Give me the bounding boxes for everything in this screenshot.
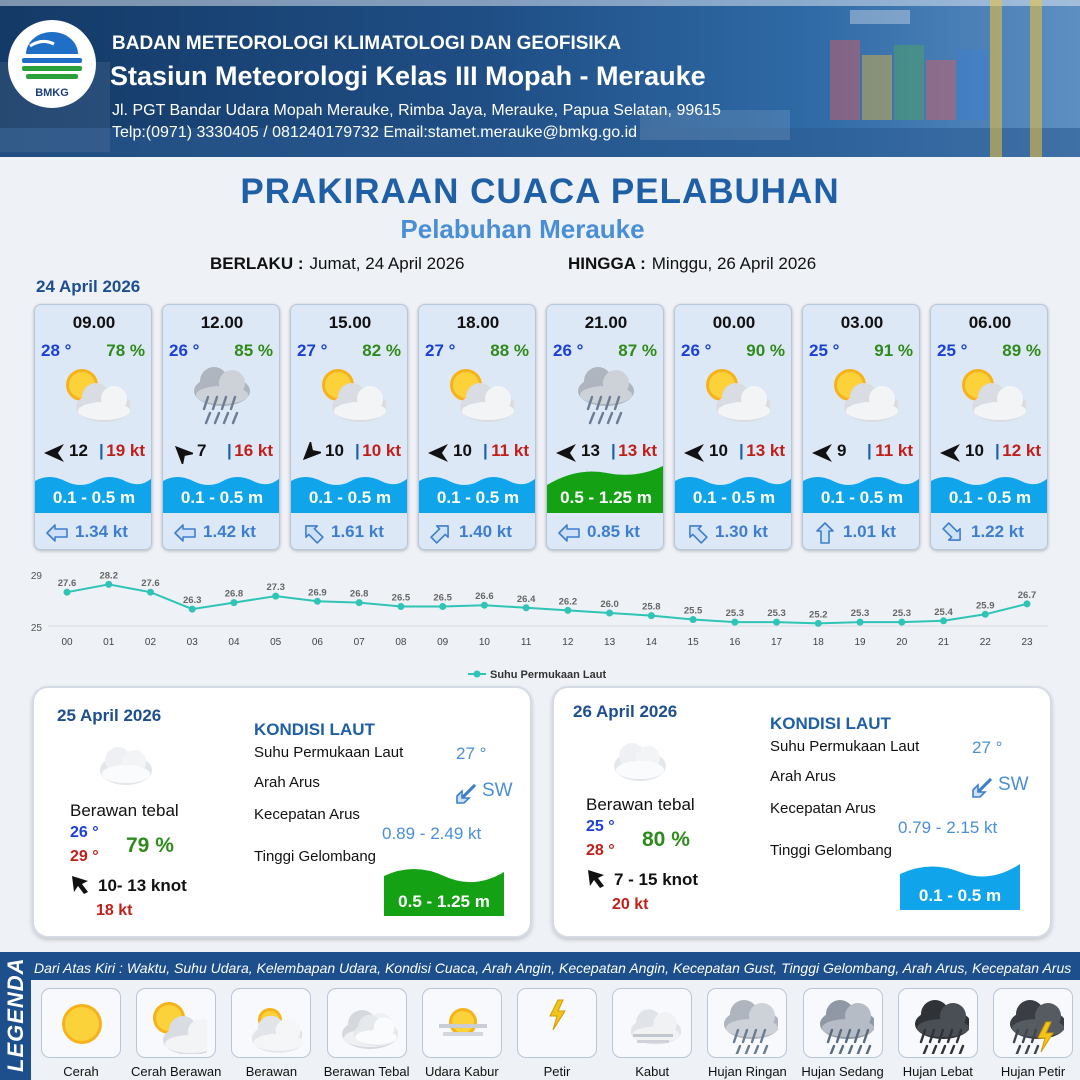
x-tick-label: 01: [103, 637, 115, 648]
card-humidity: 87 %: [618, 341, 657, 360]
legend-icon-box: [803, 988, 883, 1058]
card-gust: 19 kt: [106, 441, 145, 460]
card-wave-height: 0.1 - 0.5 m: [436, 488, 520, 507]
sst-point: [189, 606, 196, 613]
sst-point: [314, 598, 321, 605]
wind-arrow-icon: [171, 442, 193, 464]
card-time: 15.00: [328, 313, 372, 332]
legend-item: [517, 988, 597, 1079]
valid-from: [210, 254, 464, 274]
y-tick-label: 29: [30, 571, 42, 582]
card-humidity: 89 %: [1002, 341, 1041, 360]
legend-icon-box: [327, 988, 407, 1058]
sst-series-line: [67, 584, 1027, 623]
x-tick-label: 17: [771, 637, 783, 648]
forecast-card: [418, 304, 536, 550]
x-tick-label: 12: [562, 637, 574, 648]
legend-item-label: Petir: [543, 1064, 571, 1079]
card-gust: 13 kt: [618, 441, 657, 460]
x-tick-label: 10: [478, 637, 490, 648]
day2-condition: Berawan tebal: [70, 801, 179, 820]
forecast-card: [546, 304, 664, 550]
day2-humidity: 79 %: [126, 834, 174, 857]
card-current: [35, 513, 152, 550]
card-wind-speed: 10: [453, 441, 472, 460]
bmkg-logo: [8, 20, 96, 108]
card-current-speed: 1.30 kt: [715, 522, 768, 541]
card-wave-height: 0.1 - 0.5 m: [180, 488, 264, 507]
day3-arah-value: SW: [998, 774, 1029, 795]
legend-item-label: Hujan Ringan: [708, 1064, 787, 1079]
sst-data-label: 25.3: [767, 608, 786, 620]
legend-item-label: Berawan: [245, 1064, 298, 1079]
legend-description: Dari Atas Kiri : Waktu, Suhu Udara, Kelembapan Udara, Kondisi Cuaca, Arah Angin, Kecepatan Angin, Kecepatan Gust, Tinggi Gelombang, Arah Arus, Kecepatan Arus: [34, 960, 1072, 976]
day2-wave-value: 0.5 - 1.25 m: [398, 892, 490, 911]
day3-panel: [552, 686, 1052, 938]
x-tick-label: 05: [270, 637, 282, 648]
udara-kabur-icon: [433, 994, 493, 1054]
hujan-sedang-icon: [814, 994, 874, 1054]
card-wind: [423, 441, 535, 463]
forecast-card: [802, 304, 920, 550]
card-separator: |: [995, 441, 1000, 460]
sst-point: [523, 604, 530, 611]
day3-date: 26 April 2026: [573, 702, 678, 721]
card-temperature: 27 °: [425, 341, 456, 360]
card-current: [163, 513, 280, 550]
day2-temp-min: 26 °: [70, 824, 99, 841]
current-arrow-icon: [813, 522, 837, 544]
current-arrow-icon: [45, 522, 69, 544]
card-humidity: 78 %: [106, 341, 145, 360]
legend-marker: [474, 671, 481, 678]
berawan-tebal-icon: [90, 738, 160, 788]
current-arrow-icon: [173, 522, 197, 544]
forecast-card: [162, 304, 280, 550]
sst-point: [439, 603, 446, 610]
sst-point: [648, 612, 655, 619]
legend-item: [41, 988, 121, 1079]
legend-icon-box: [612, 988, 692, 1058]
day2-kondisi-label: KONDISI LAUT: [254, 720, 375, 739]
x-tick-label: 08: [395, 637, 407, 648]
card-current: [675, 513, 792, 550]
legend-item: [422, 988, 502, 1079]
wind-arrow-icon: [299, 442, 321, 464]
day3-temp-min: 25 °: [586, 818, 615, 835]
legend-bar: [0, 952, 1080, 1080]
legend-icon-box: [517, 988, 597, 1058]
card-gust: 16 kt: [234, 441, 273, 460]
day3-wave-value: 0.1 - 0.5 m: [918, 886, 1002, 905]
port-name: Pelabuhan Merauke: [400, 214, 645, 244]
wind-arrow-icon: [811, 442, 833, 464]
sst-data-label: 26.4: [516, 593, 536, 605]
agency-name: BADAN METEOROLOGI KLIMATOLOGI DAN GEOFISIKA: [112, 33, 622, 54]
card-humidity: 91 %: [874, 341, 913, 360]
legend-item: [612, 988, 692, 1079]
sst-data-label: 25.4: [934, 606, 953, 618]
card-separator: |: [739, 441, 744, 460]
legend-item: [898, 988, 978, 1079]
sst-point: [982, 611, 989, 618]
card-temperature: 28 °: [41, 341, 72, 360]
sst-point: [356, 599, 363, 606]
current-arrow-icon: [941, 522, 965, 544]
current-arrow-icon: [685, 522, 709, 544]
station-name: Stasiun Meteorologi Kelas III Mopah - Merauke: [110, 61, 706, 91]
card-wind: [935, 441, 1047, 463]
cerah-berawan-icon: [700, 361, 770, 425]
wind-arrow-icon: [43, 442, 65, 464]
day3-gust: 20 kt: [612, 896, 649, 913]
legend-item: [993, 988, 1073, 1079]
page-title: PRAKIRAAN CUACA PELABUHAN: [240, 172, 840, 211]
sst-data-label: 25.8: [642, 601, 661, 613]
legend-icon-box: [422, 988, 502, 1058]
sst-data-label: 26.3: [182, 595, 202, 607]
sst-point: [857, 619, 864, 626]
card-gust: 13 kt: [746, 441, 785, 460]
card-current: [419, 513, 536, 550]
sst-data-label: 26.5: [433, 592, 452, 604]
x-tick-label: 18: [812, 637, 824, 648]
card-wave-height: 0.5 - 1.25 m: [560, 488, 652, 507]
day2-sst-value: 27 °: [456, 744, 487, 763]
day3-wind-arrow-icon: [588, 870, 606, 888]
legend-icon-box: [993, 988, 1073, 1058]
sst-data-label: 28.2: [99, 570, 118, 582]
card-wave-height: 0.1 - 0.5 m: [948, 488, 1032, 507]
cerah-berawan-icon: [444, 361, 514, 425]
berawan-icon: [242, 994, 302, 1054]
card-wave-height: 0.1 - 0.5 m: [820, 488, 904, 507]
card-current: [931, 513, 1048, 550]
legend-series-name: Suhu Permukaan Laut: [490, 669, 607, 681]
legend-icon-box: [136, 988, 216, 1058]
cerah-berawan-icon: [60, 361, 130, 425]
card-humidity: 88 %: [490, 341, 529, 360]
day3-current-arrow-icon: [970, 776, 994, 800]
x-tick-label: 07: [353, 637, 365, 648]
day2-wind-speed: 10- 13 knot: [98, 876, 187, 895]
card-wind-speed: 13: [581, 441, 600, 460]
card-wind: [295, 441, 407, 463]
sst-data-label: 25.5: [683, 605, 703, 617]
card-wind-speed: 10: [709, 441, 728, 460]
card-separator: |: [99, 441, 104, 460]
day2-kecepatan-label: Kecepatan Arus: [254, 806, 360, 823]
legend-icon-box: [231, 988, 311, 1058]
card-temperature: 25 °: [809, 341, 840, 360]
x-tick-label: 16: [729, 637, 741, 648]
cerah-berawan-icon: [147, 994, 207, 1054]
sst-point: [773, 619, 780, 626]
valid-to: [568, 254, 816, 274]
legend-item-label: Kabut: [635, 1064, 670, 1079]
sst-point: [147, 589, 154, 596]
card-temperature: 25 °: [937, 341, 968, 360]
hujan-petir-icon: [1004, 994, 1064, 1054]
x-tick-label: 19: [854, 637, 866, 648]
legend-item: [803, 988, 883, 1079]
legend-item-label: Hujan Sedang: [801, 1064, 884, 1079]
day2-temp-max: 29 °: [70, 848, 99, 865]
day2-gust: 18 kt: [96, 902, 133, 919]
day2-date: 25 April 2026: [57, 706, 162, 725]
card-humidity: 85 %: [234, 341, 273, 360]
day2-arah-label: Arah Arus: [254, 774, 320, 791]
card-current-speed: 1.01 kt: [843, 522, 896, 541]
card-separator: |: [483, 441, 488, 460]
sst-data-label: 27.6: [141, 578, 160, 590]
sst-data-label: 27.6: [57, 578, 77, 590]
card-current: [291, 513, 408, 550]
sst-data-label: 25.3: [892, 608, 912, 620]
day2-tinggi-label: Tinggi Gelombang: [254, 848, 377, 865]
card-time: 18.00: [456, 313, 500, 332]
card-wind: [39, 441, 151, 463]
card-time: 00.00: [712, 313, 756, 332]
sst-point: [940, 617, 947, 624]
sst-point: [690, 616, 697, 623]
valid-from-label: BERLAKU :: [210, 254, 304, 273]
card-wind: [167, 441, 279, 463]
day2-current-arrow-icon: [454, 782, 478, 806]
legend-icon-box: [898, 988, 978, 1058]
day3-humidity: 80 %: [642, 828, 690, 851]
card-temperature: 26 °: [553, 341, 584, 360]
card-wave-height: 0.1 - 0.5 m: [52, 488, 136, 507]
x-tick-label: 14: [645, 637, 657, 648]
card-separator: |: [355, 441, 360, 460]
legend-item: [323, 988, 410, 1079]
sst-point: [397, 603, 404, 610]
sst-chart: [28, 566, 1052, 682]
day2-sst-label: Suhu Permukaan Laut: [254, 744, 404, 761]
card-wind-speed: 10: [325, 441, 344, 460]
card-temperature: 27 °: [297, 341, 328, 360]
hujan-lebat-icon: [909, 994, 969, 1054]
sst-data-label: 26.6: [475, 591, 494, 603]
legend-title: LEGENDA: [3, 957, 28, 1072]
legend-item: [707, 988, 787, 1079]
sst-data-label: 26.0: [600, 599, 619, 610]
card-temperature: 26 °: [681, 341, 712, 360]
sst-data-label: 26.8: [349, 588, 369, 600]
sst-data-label: 26.7: [1017, 589, 1037, 601]
sst-point: [606, 610, 613, 617]
card-current-speed: 1.22 kt: [971, 522, 1024, 541]
card-time: 09.00: [72, 313, 116, 332]
sst-data-label: 26.2: [558, 596, 578, 608]
day3-kecepatan-value: 0.79 - 2.15 kt: [898, 818, 998, 837]
legend-item-label: Hujan Petir: [1000, 1064, 1066, 1079]
sst-data-label: 25.2: [809, 609, 828, 621]
wind-arrow-icon: [555, 442, 577, 464]
logo-text: BMKG: [35, 87, 69, 99]
berawan-tebal-icon: [604, 734, 674, 784]
card-time: 21.00: [584, 313, 628, 332]
x-tick-label: 11: [520, 637, 532, 648]
card-current: [803, 513, 920, 550]
day2-panel: [32, 686, 532, 938]
card-wind-speed: 9: [837, 441, 847, 460]
card-time: 12.00: [200, 313, 244, 332]
hujan-ringan-icon: [188, 361, 258, 425]
x-tick-label: 09: [437, 637, 449, 648]
card-gust: 12 kt: [1002, 441, 1041, 460]
card-gust: 11 kt: [875, 441, 913, 460]
card-current: [547, 513, 664, 550]
card-current-speed: 1.42 kt: [203, 522, 256, 541]
card-wind-speed: 7: [197, 441, 207, 460]
day2-kecepatan-value: 0.89 - 2.49 kt: [382, 824, 482, 843]
day3-tinggi-label: Tinggi Gelombang: [770, 842, 893, 859]
forecast-card: [34, 304, 152, 550]
legend-item-label: Cerah: [63, 1064, 99, 1079]
card-separator: |: [227, 441, 232, 460]
sst-point: [731, 619, 738, 626]
day2-arah-value: SW: [482, 780, 513, 801]
cerah-berawan-icon: [956, 361, 1026, 425]
x-tick-label: 04: [228, 637, 240, 648]
sst-data-label: 26.9: [308, 587, 327, 599]
berawan-tebal-icon: [338, 994, 398, 1054]
sst-data-label: 27.3: [266, 582, 285, 594]
sst-point: [1024, 600, 1031, 607]
card-current-speed: 0.85 kt: [587, 522, 640, 541]
x-tick-label: 03: [186, 637, 198, 648]
legend-item-label: Cerah Berawan: [131, 1064, 222, 1079]
card-wind: [807, 441, 919, 463]
legend-icon-box: [41, 988, 121, 1058]
card-gust: 11 kt: [491, 441, 529, 460]
card-separator: |: [867, 441, 872, 460]
sst-point: [105, 581, 112, 588]
card-separator: |: [611, 441, 616, 460]
sst-point: [898, 619, 905, 626]
current-arrow-icon: [557, 522, 581, 544]
card-gust: 10 kt: [362, 441, 401, 460]
card-humidity: 90 %: [746, 341, 785, 360]
card-time: 06.00: [968, 313, 1012, 332]
card-wave-height: 0.1 - 0.5 m: [692, 488, 776, 507]
x-tick-label: 13: [604, 637, 616, 648]
card-wind-speed: 10: [965, 441, 984, 460]
x-tick-label: 22: [979, 637, 991, 648]
current-arrow-icon: [429, 522, 453, 544]
station-contact: Telp:(0971) 3330405 / 081240179732 Email:stamet.merauke@bmkg.go.id: [112, 124, 638, 141]
legend-item-label: Berawan Tebal: [323, 1064, 410, 1079]
cerah-icon: [52, 994, 112, 1054]
sst-data-label: 25.3: [725, 608, 745, 620]
legend-item: [131, 988, 222, 1079]
sst-data-label: 25.9: [976, 600, 995, 612]
card-current-speed: 1.40 kt: [459, 522, 512, 541]
sst-point: [481, 602, 488, 609]
cerah-berawan-icon: [828, 361, 898, 425]
kabut-icon: [623, 994, 683, 1054]
petir-icon: [528, 994, 588, 1054]
day3-kondisi-label: KONDISI LAUT: [770, 714, 891, 733]
day3-condition: Berawan tebal: [586, 795, 695, 814]
x-tick-label: 00: [61, 637, 73, 648]
legend-icon-box: [707, 988, 787, 1058]
card-wave-height: 0.1 - 0.5 m: [308, 488, 392, 507]
card-wind: [551, 441, 663, 463]
header-banner: [0, 0, 1080, 157]
card-time: 03.00: [840, 313, 884, 332]
x-tick-label: 20: [896, 637, 908, 648]
forecast-card: [674, 304, 792, 550]
valid-to-value: Minggu, 26 April 2026: [651, 254, 817, 273]
x-tick-label: 21: [937, 637, 950, 648]
cerah-berawan-icon: [316, 361, 386, 425]
card-wind: [679, 441, 791, 463]
sst-point: [815, 620, 822, 627]
valid-to-label: HINGGA :: [568, 254, 646, 273]
current-arrow-icon: [301, 522, 325, 544]
card-current-speed: 1.61 kt: [331, 522, 384, 541]
legend-item: [231, 988, 311, 1079]
hujan-ringan-icon: [718, 994, 778, 1054]
sst-data-label: 26.5: [391, 592, 411, 604]
sst-point: [230, 599, 237, 606]
x-tick-label: 06: [311, 637, 323, 648]
forecast-card: [290, 304, 408, 550]
legend-item-label: Hujan Lebat: [902, 1064, 973, 1079]
day1-date: 24 April 2026: [36, 277, 141, 296]
sst-data-label: 25.3: [850, 608, 870, 620]
card-current-speed: 1.34 kt: [75, 522, 128, 541]
valid-from-value: Jumat, 24 April 2026: [309, 254, 465, 273]
station-address: Jl. PGT Bandar Udara Mopah Merauke, Rimba Jaya, Merauke, Papua Selatan, 99615: [112, 102, 721, 119]
sst-point: [564, 607, 571, 614]
hujan-ringan-icon: [572, 361, 642, 425]
y-tick-label: 25: [30, 623, 42, 634]
x-tick-label: 15: [687, 637, 699, 648]
day3-temp-max: 28 °: [586, 842, 615, 859]
sst-point: [64, 589, 71, 596]
card-humidity: 82 %: [362, 341, 401, 360]
forecast-card: [930, 304, 1048, 550]
sst-point: [272, 593, 279, 600]
day3-wind-speed: 7 - 15 knot: [614, 870, 699, 889]
day3-sst-label: Suhu Permukaan Laut: [770, 738, 920, 755]
card-wind-speed: 12: [69, 441, 88, 460]
card-temperature: 26 °: [169, 341, 200, 360]
x-tick-label: 02: [144, 637, 157, 648]
wind-arrow-icon: [939, 442, 961, 464]
sst-data-label: 26.8: [224, 588, 244, 600]
x-tick-label: 23: [1021, 637, 1033, 648]
legend-item-label: Udara Kabur: [424, 1064, 499, 1079]
wind-arrow-icon: [427, 442, 449, 464]
day3-arah-label: Arah Arus: [770, 768, 836, 785]
day3-sst-value: 27 °: [972, 738, 1003, 757]
day2-wind-arrow-icon: [72, 876, 90, 894]
day3-kecepatan-label: Kecepatan Arus: [770, 800, 876, 817]
wind-arrow-icon: [683, 442, 705, 464]
